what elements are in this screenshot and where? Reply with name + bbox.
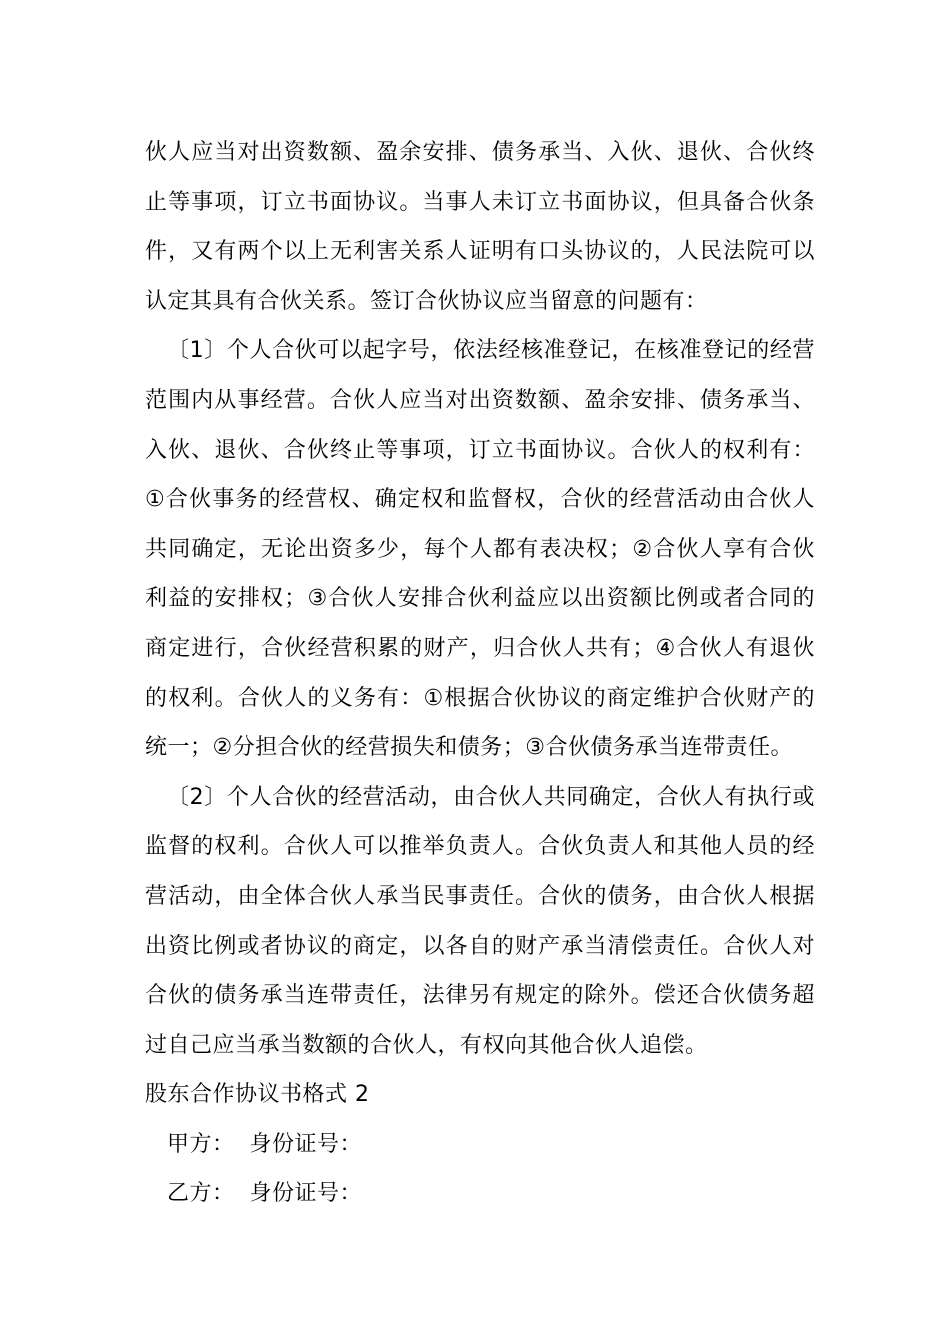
body-paragraph-3: 〔2〕个人合伙的经营活动，由合伙人共同确定，合伙人有执行或监督的权利。合伙人可以推举负责人。合伙负责人和其他人员的经营活动，由全体合伙人承当民事责任。合伙的债务，由合伙人根据出资比例或者协议的商定，以各自的财产承当清偿责任。合伙人对合伙的债务承当连带责任，法律另有规定的除外。偿还合伙债务超过自己应当承当数额的合伙人，有权向其他合伙人追偿。 xyxy=(145,784,815,1058)
party-a-line: 甲方： 身份证号： xyxy=(167,1131,362,1157)
document-page xyxy=(145,128,815,1219)
body-paragraph-2: 〔1〕个人合伙可以起字号，依法经核准登记，在核准登记的经营范围内从事经营。合伙人应当对出资数额、盈余安排、债务承当、入伙、退伙、合伙终止等事项，订立书面协议。合伙人的权利有：①合伙事务的经营权、确定权和监督权，合伙的经营活动由合伙人共同确定，无论出资多少，每个人都有表决权；②合伙人享有合伙利益的安排权；③合伙人安排合伙利益应以出资额比例或者合同的商定进行，合伙经营积累的财产，归合伙人共有；④合伙人有退伙的权利。合伙人的义务有：①根据合伙协议的商定维护合伙财产的统一；②分担合伙的经营损失和债务；③合伙债务承当连带责任。 xyxy=(145,338,815,761)
party-b-line: 乙方： 身份证号： xyxy=(167,1181,362,1207)
section-title: 股东合作协议书格式 2 xyxy=(145,1082,370,1108)
body-paragraph-1: 伙人应当对出资数额、盈余安排、债务承当、入伙、退伙、合伙终止等事项，订立书面协议。当事人未订立书面协议，但具备合伙条件，又有两个以上无利害关系人证明有口头协议的，人民法院可以认定其具有合伙关系。签订合伙协议应当留意的问题有： xyxy=(145,140,815,314)
